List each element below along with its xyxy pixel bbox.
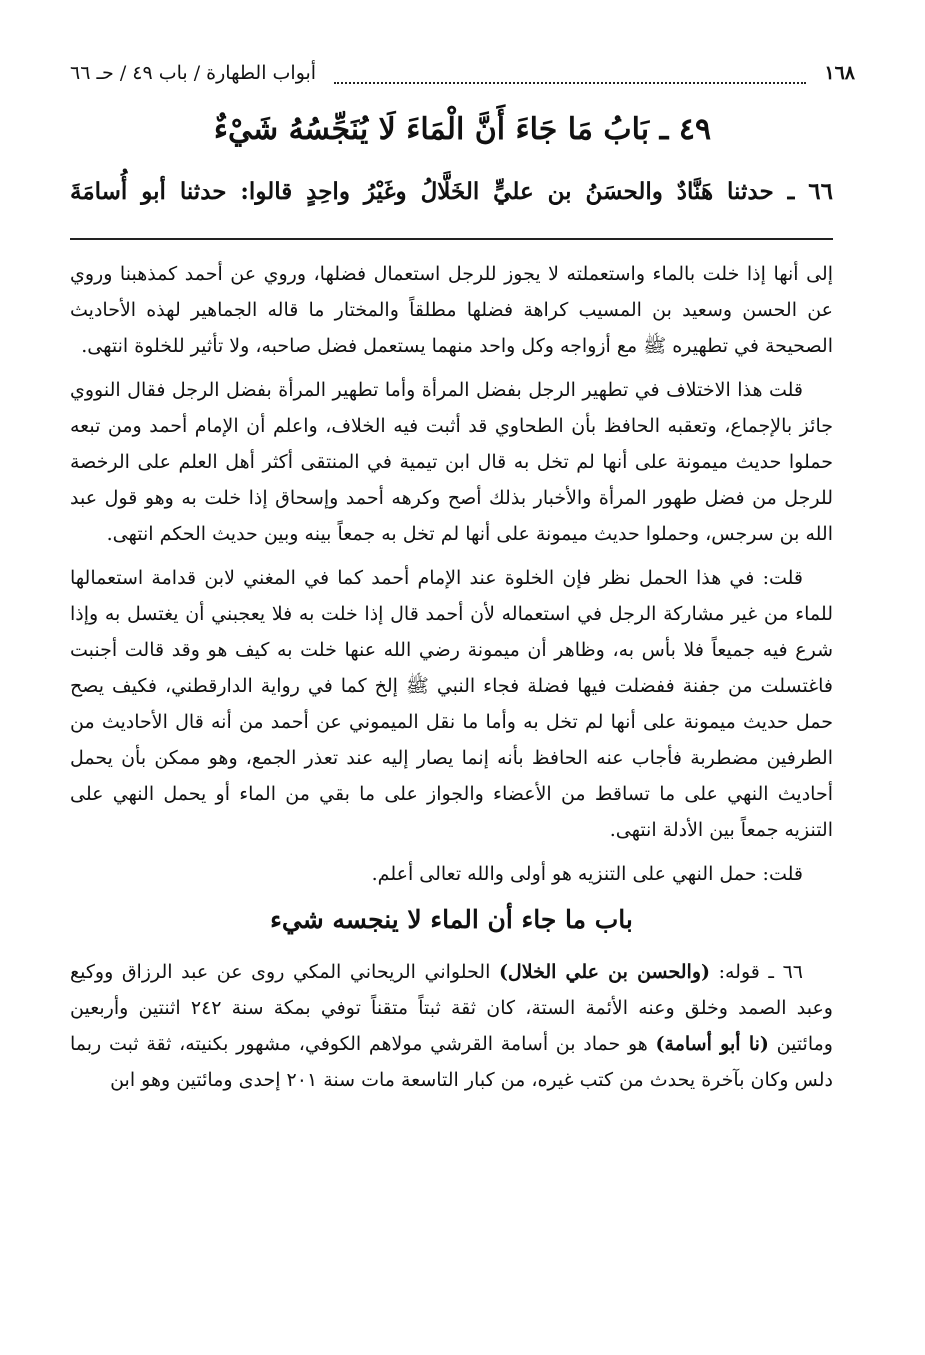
section-heading: باب ما جاء أن الماء لا ينجسه شيء: [270, 905, 633, 934]
commentary-paragraph-5: [70, 954, 833, 1098]
chapter-title: ٤٩ ـ بَابُ مَا جَاءَ أَنَّ الْمَاءَ لَا يُنَجِّسُهُ شَيْءٌ: [213, 112, 712, 147]
hadith-isnad: ٦٦ ـ حدثنا هَنَّادٌ والحسَنُ بن عليٍّ الخَلَّالُ وغَيْرُ واحِدٍ قالوا: حدثنا أبو أُسامَةَ: [70, 178, 833, 205]
divider-rule: [70, 238, 833, 240]
commentary-paragraph-2: قلت هذا الاختلاف في تطهير الرجل بفضل المرأة وأما تطهير المرأة بفضل الرجل فقال النووي جائز بالإجماع، وتعقبه الحافظ بأن الطحاوي قد أثبت فيه الخلاف، واعلم أن الإمام أحمد ومن تبعه حملوا حديث ميمونة على أنها لم تخل به قال ابن تيمية في المنتقى أكثر أهل العلم على الرخصة للرجل من فضل طهور المرأة والأخبار بذلك أصح وكرهه أحمد وإسحاق إذا خلت به وهو قول عبد الله بن سرجس، وحملوا حديث ميمونة على أنها لم تخل به جمعاً بينه وبين حديث الحكم انتهى.: [70, 379, 833, 545]
commentary-body: [70, 256, 833, 1106]
commentary-paragraph-1: إلى أنها إذا خلت بالماء واستعملته لا يجوز للرجل استعمال فضلها، وروي عن أحمد كمذهبنا وروي عن الحسن وسعيد بن المسيب كراهة فضلها مطلقاً والمختار ما قاله الجماهير لهذه الأحاديث الصحيحة في تطهيره ﷺ مع أزواجه وكل واحد منهما يستعمل فضل صاحبه، ولا تأثير للخلوة انتهى.: [70, 263, 833, 357]
header-dotted-leader: [334, 82, 806, 84]
narrator-highlight-1: (والحسن بن علي الخلال): [498, 961, 710, 983]
commentary-paragraph-4: قلت: حمل النهي على التنزيه هو أولى والله تعالى أعلم.: [371, 863, 803, 885]
narrator-highlight-2: (نا أبو أسامة): [655, 1033, 769, 1055]
hadith-number-note: ٦٦ ـ قوله:: [710, 961, 803, 983]
header-reference: أبواب الطهارة / باب ٤٩ / حـ ٦٦: [70, 62, 317, 84]
running-header: [70, 56, 855, 90]
page-number: ١٦٨: [824, 62, 855, 84]
commentary-paragraph-3: قلت: في هذا الحمل نظر فإن الخلوة عند الإمام أحمد كما في المغني لابن قدامة استعمالها للماء من غير مشاركة الرجل في استعماله لأن أحمد قال إذا خلت به فلا يعجبني أن يغتسل به وإذا شرع فيه جميعاً فلا بأس به، وظاهر أن ميمونة رضي الله عنها خلت به كيف هو وقد قالت أجنبت فاغتسلت من جفنة ففضلت فيها فضلة فجاء النبي ﷺ إلخ كما في رواية الدارقطني، فكيف يصح حمل حديث ميمونة على أنها لم تخل به وأما ما نقل الميموني عن أحمد من أنه قال الأحاديث من الطرفين مضطربة فأجاب عنه الحافظ بأنه إنما يصار إليه عند تعذر الجمع، وهو ممكن بأن يحمل أحاديث النهي على ما تساقط من الأعضاء والجواز على ما بقي من الماء أو يحمل النهي على التنزيه جمعاً بين الأدلة انتهى.: [70, 567, 833, 841]
narrator-bio-1: الحلواني الريحاني المكي روى عن عبد الرزاق ووكيع وعبد الصمد وخلق وعنه الأئمة الستة، كان ثقة ثبتاً متقناً توفي بمكة سنة ٢٤٢ اثنتين وأربعين ومائتين: [70, 961, 833, 1055]
narrator-bio-2: هو حماد بن أسامة القرشي مولاهم الكوفي، مشهور بكنيته، ثقة ثبت ربما دلس وكان بآخرة يحدث من كتب غيره، من كبار التاسعة مات سنة ٢٠١ إحدى ومائتين وهو ابن: [70, 1033, 833, 1091]
